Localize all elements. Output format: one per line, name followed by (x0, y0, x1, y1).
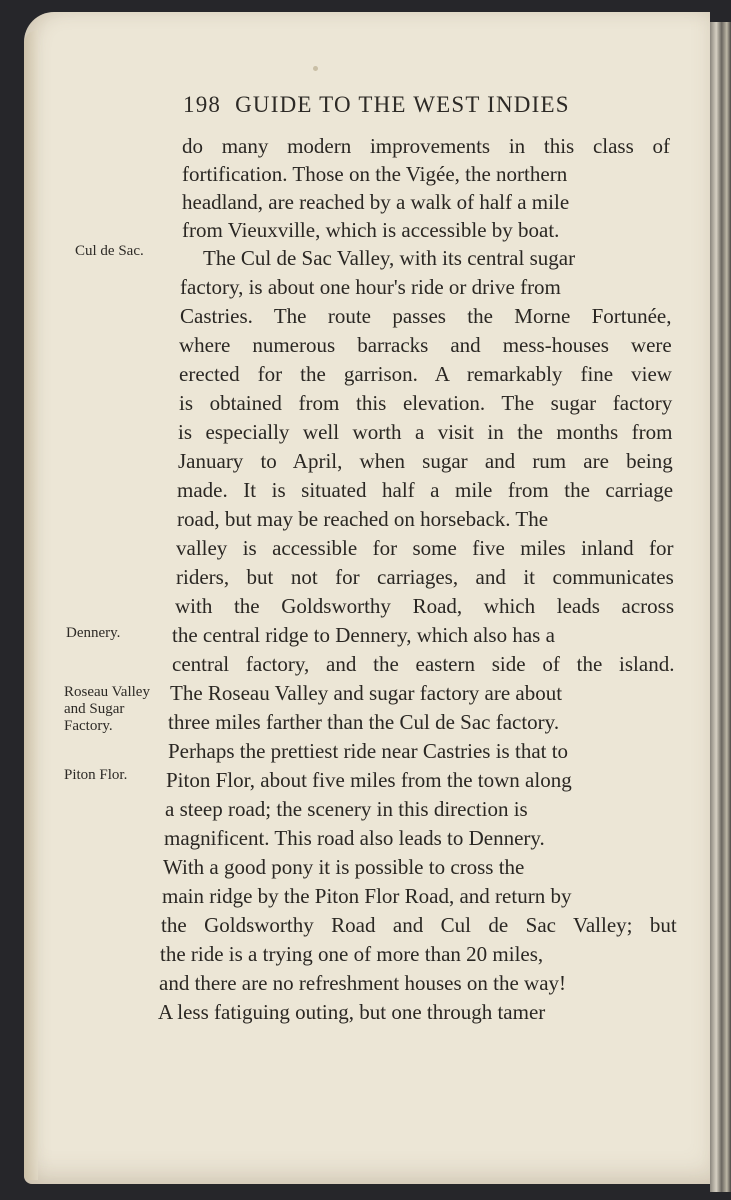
body-line: three miles farther than the Cul de Sac factory. (168, 710, 560, 734)
body-line: valley is accessible for some five miles inland for (176, 536, 674, 560)
body-line: road, but may be reached on horseback. The (177, 507, 549, 531)
body-line: with the Goldsworthy Road, which leads across (175, 594, 675, 618)
margin-note-cul-de-sac: Cul de Sac. (75, 243, 144, 259)
margin-note-roseau-valley: Roseau Valley and Sugar Factory. (64, 684, 150, 734)
body-line: January to April, when sugar and rum are being (178, 449, 673, 473)
body-line: from Vieuxville, which is accessible by boat. (182, 218, 560, 242)
body-line: where numerous barracks and mess-houses were (179, 333, 672, 357)
body-line: the Goldsworthy Road and Cul de Sac Valley; but (161, 913, 677, 937)
body-line: A less fatiguing outing, but one through tamer (158, 1000, 546, 1024)
margin-note-piton-flor: Piton Flor. (64, 767, 128, 783)
paper-speck (313, 66, 318, 71)
body-line: Perhaps the prettiest ride near Castries is that to (168, 739, 569, 763)
body-line: factory, is about one hour's ride or drive from (180, 275, 561, 299)
body-line: is especially well worth a visit in the months from (178, 420, 673, 444)
body-line: riders, but not for carriages, and it communicates (176, 565, 674, 589)
body-line: headland, are reached by a walk of half a mile (182, 190, 570, 214)
body-line: and there are no refreshment houses on the way! (159, 971, 567, 995)
body-line: a steep road; the scenery in this direction is (165, 797, 528, 821)
body-line: made. It is situated half a mile from the carriage (177, 478, 674, 502)
body-line: erected for the garrison. A remarkably fine view (179, 362, 672, 386)
body-line: The Cul de Sac Valley, with its central sugar (203, 246, 576, 270)
body-line: Piton Flor, about five miles from the town along (166, 768, 572, 792)
body-line: main ridge by the Piton Flor Road, and return by (162, 884, 572, 908)
body-line: Castries. The route passes the Morne Fortunée, (180, 304, 672, 328)
running-title: GUIDE TO THE WEST INDIES (235, 92, 570, 117)
body-line: magnificent. This road also leads to Dennery. (164, 826, 545, 850)
body-line: With a good pony it is possible to cross the (163, 855, 525, 879)
body-line: The Roseau Valley and sugar factory are about (170, 681, 563, 705)
page-number: 198 (183, 92, 222, 117)
page-edge-shadow (24, 30, 38, 1180)
body-line: is obtained from this elevation. The sugar factory (179, 391, 673, 415)
body-line: central factory, and the eastern side of the island. (172, 652, 675, 676)
margin-note-dennery: Dennery. (66, 625, 121, 641)
body-line: do many modern improvements in this class of (182, 134, 670, 158)
running-header (183, 92, 653, 118)
body-line: the ride is a trying one of more than 20 miles, (160, 942, 544, 966)
body-line: fortification. Those on the Vigée, the northern (182, 162, 568, 186)
book-spine (710, 22, 731, 1192)
body-line: the central ridge to Dennery, which also has a (172, 623, 555, 647)
